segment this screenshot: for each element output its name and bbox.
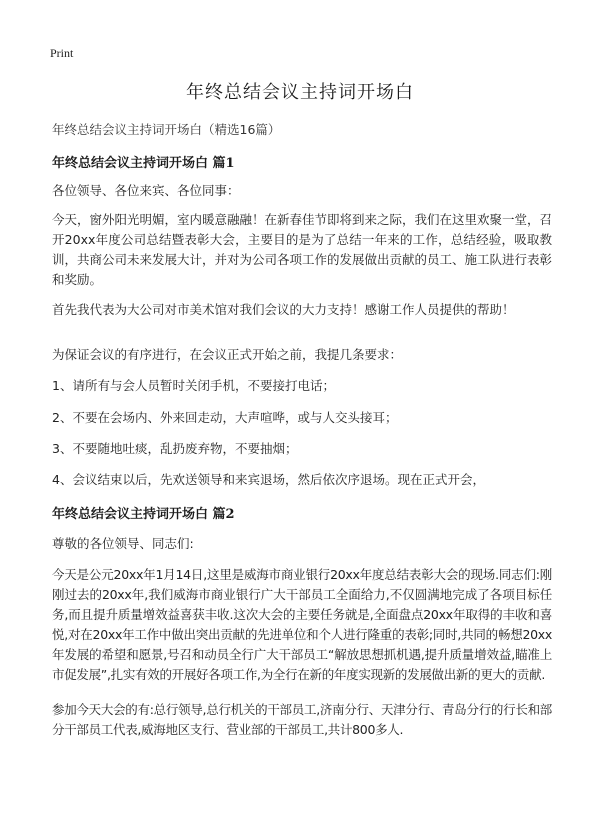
document-subtitle: 年终总结会议主持词开场白（精选16篇）	[52, 122, 281, 137]
paragraph-opening: 今天，窗外阳光明媚，室内暖意融融！在新春佳节即将到来之际，我们在这里欢聚一堂，召开20xx年度公司总结暨表彰大会，主要目的是为了总结一年来的工作，总结经验，吸取教训，共商公司未来发展大计，并对为公司各项工作的发展做出贡献的员工、施工队进行表彰和奖励。	[52, 212, 553, 287]
paragraph-greeting-1: 各位领导、各位来宾、各位同事：	[52, 183, 240, 198]
paragraph-requirements-intro: 为保证会议的有序进行，在会议正式开始之前，我提几条要求：	[52, 347, 403, 362]
paragraph-greeting-2: 尊敬的各位领导、同志们:	[52, 536, 194, 551]
list-item-requirement-2: 2、不要在会场内、外来回走动，大声喧哗，或与人交头接耳；	[52, 410, 398, 425]
list-item-requirement-3: 3、不要随地吐痰，乱扔废弃物，不要抽烟；	[52, 441, 298, 456]
print-link[interactable]: Print	[50, 46, 74, 60]
section-heading-2: 年终总结会议主持词开场白 篇2	[52, 507, 235, 522]
paragraph-attendees: 参加今天大会的有:总行领导,总行机关的干部员工,济南分行、天津分行、青岛分行的行长和部分干部员工代表,威海地区支行、营业部的干部员工,共计800多人.	[52, 702, 552, 737]
page-title: 年终总结会议主持词开场白	[186, 82, 414, 103]
list-item-requirement-4: 4、会议结束以后，先欢送领导和来宾退场，然后依次序退场。现在正式开会，	[52, 472, 485, 487]
paragraph-thanks: 首先我代表为大公司对市美术馆对我们会议的大力支持！感谢工作人员提供的帮助！	[52, 302, 515, 317]
section-heading-1: 年终总结会议主持词开场白 篇1	[52, 156, 235, 171]
paragraph-meeting-overview: 今天是公元20xx年1月14日,这里是威海市商业银行20xx年度总结表彰大会的现场.同志们:刚刚过去的20xx年,我们威海市商业银行广大干部员工全面给力,不仅圆满地完成了各项目标任务,而且提升质量增效益喜获丰收.这次大会的主要任务就是,全面盘点20xx年取得的丰收和喜悦,对在20xx年工作中做出突出贡献的先进单位和个人进行隆重的表彰;同时,共同的畅想20xx年发展的希望和愿景,号召和动员全行广大干部员工“解放思想抓机遇,提升质量增效益,瞄准上市促发展”,扎实有效的开展好各项工作,为全行在新的年度实现新的发展做出新的更大的贡献.	[52, 567, 552, 682]
list-item-requirement-1: 1、请所有与会人员暂时关闭手机，不要接打电话；	[52, 378, 335, 393]
